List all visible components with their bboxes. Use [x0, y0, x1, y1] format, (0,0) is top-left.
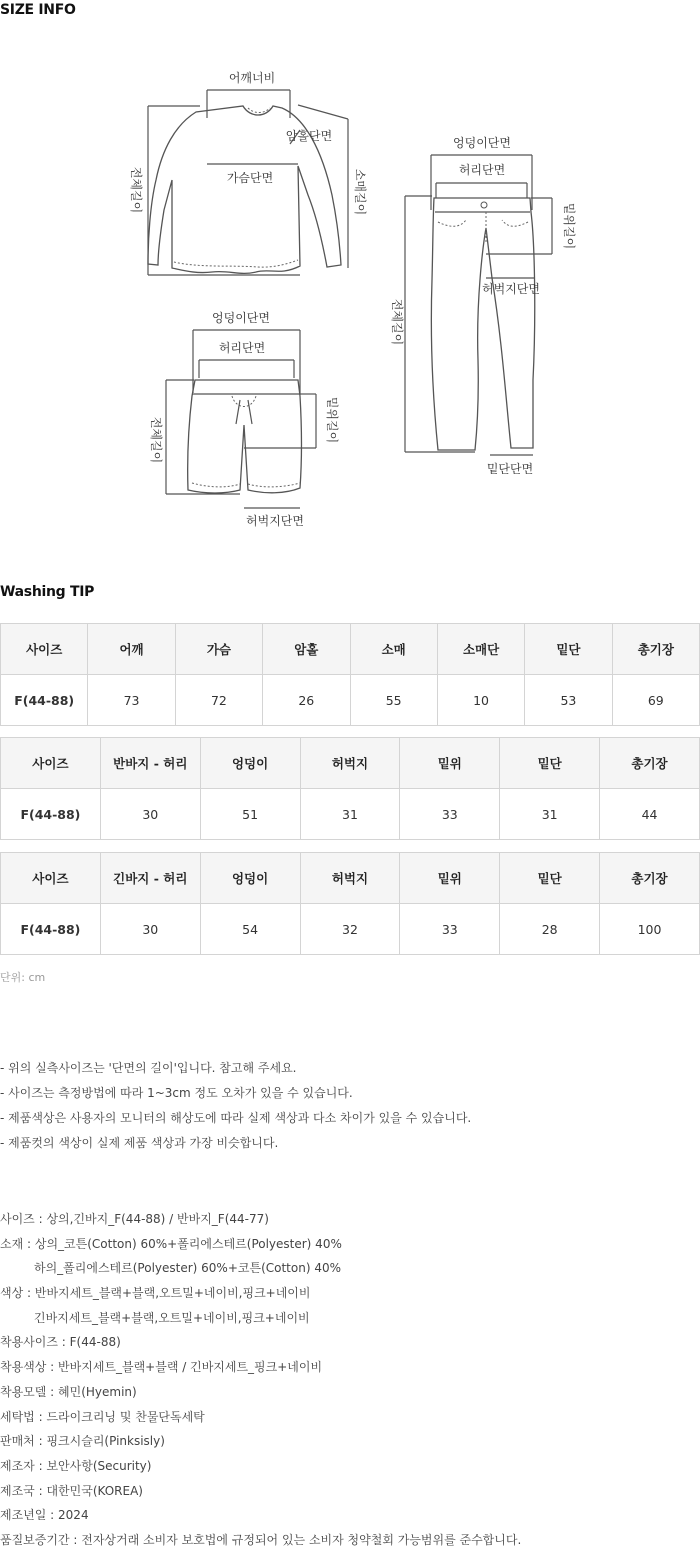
- table-header-row: [1, 853, 700, 904]
- long-thigh-label: 허벅지단면: [482, 282, 540, 296]
- table-cell: 73: [88, 675, 175, 726]
- table-cell: F(44-88): [1, 904, 101, 955]
- table-header-cell: 소매: [350, 624, 437, 675]
- long-hip-label: 엉덩이단면: [453, 136, 511, 150]
- table-header-cell: 엉덩이: [200, 738, 300, 789]
- info-seller: 판매처 : 핑크시슬리(Pinksisly): [0, 1434, 165, 1449]
- table-cell: 31: [300, 789, 400, 840]
- table-header-cell: 사이즈: [1, 853, 101, 904]
- long-rise-label: 밑위길이: [562, 202, 576, 250]
- table-header-cell: 사이즈: [1, 738, 101, 789]
- table-header-cell: 총기장: [612, 624, 699, 675]
- table-header-cell: 총기장: [600, 853, 700, 904]
- washing-tip-title: Washing TIP: [0, 584, 95, 600]
- info-model: 착용모델 : 혜민(Hyemin): [0, 1384, 137, 1399]
- table-header-cell: 총기장: [600, 738, 700, 789]
- table-header-cell: 엉덩이: [200, 853, 300, 904]
- top-shoulder-label: 어깨너비: [228, 71, 276, 85]
- shorts-size-table: [0, 737, 700, 840]
- table-header-cell: 허벅지: [300, 738, 400, 789]
- table-cell: 30: [100, 904, 200, 955]
- size-diagram: [0, 40, 700, 560]
- table-cell: 28: [500, 904, 600, 955]
- table-cell: F(44-88): [1, 789, 101, 840]
- table-header-cell: 긴바지 - 허리: [100, 853, 200, 904]
- shorts-hip-label: 엉덩이단면: [212, 311, 270, 325]
- table-header-row: [1, 624, 700, 675]
- info-size: 사이즈 : 상의,긴바지_F(44-88) / 반바지_F(44-77): [0, 1212, 269, 1226]
- table-header-cell: 밑단: [500, 853, 600, 904]
- table-header-cell: 밑단: [500, 738, 600, 789]
- table-row: [1, 789, 700, 840]
- table-cell: F(44-88): [1, 675, 88, 726]
- top-chest-label: 가슴단면: [226, 171, 274, 185]
- top-armhole-label: 암홀단면: [285, 129, 333, 143]
- table-cell: 44: [600, 789, 700, 840]
- info-material: 소재 : 상의_코튼(Cotton) 60%+폴리에스테르(Polyester) 40%: [0, 1236, 342, 1251]
- table-cell: 31: [500, 789, 600, 840]
- table-row: [1, 675, 700, 726]
- note-item: - 제품색상은 사용자의 모니터의 해상도에 따라 실제 색상과 다소 차이가 있을 수 있습니다.: [0, 1111, 472, 1125]
- table-cell: 69: [612, 675, 699, 726]
- note-item: - 위의 실측사이즈는 '단면의 길이'입니다. 참고해 주세요.: [0, 1061, 297, 1075]
- table-cell: 26: [263, 675, 350, 726]
- info-manufacturer: 제조자 : 보안사항(Security): [0, 1458, 152, 1473]
- table-row: [1, 904, 700, 955]
- info-warranty: 품질보증기간 : 전자상거래 소비자 보호법에 규정되어 있는 소비자 청약철회 가능범위를 준수합니다.: [0, 1532, 522, 1547]
- table-header-cell: 소매단: [437, 624, 524, 675]
- info-color: 색상 : 반바지세트_블랙+블랙,오트밀+네이비,핑크+네이비: [0, 1286, 311, 1301]
- info-worn-color: 착용색상 : 반바지세트_블랙+블랙 / 긴바지세트_핑크+네이비: [0, 1360, 323, 1375]
- info-material-bottom: 하의_폴리에스테르(Polyester) 60%+코튼(Cotton) 40%: [34, 1261, 341, 1276]
- shorts-length-label: 전체길이: [149, 416, 163, 464]
- top-size-table: [0, 623, 700, 726]
- table-header-cell: 밑단: [525, 624, 612, 675]
- long-length-label: 전체길이: [390, 298, 404, 346]
- info-country: 제조국 : 대한민국(KOREA): [0, 1483, 143, 1498]
- table-cell: 100: [600, 904, 700, 955]
- shorts-rise-label: 밑위길이: [325, 396, 339, 444]
- shorts-thigh-label: 허벅지단면: [246, 514, 304, 528]
- info-worn-size: 착용사이즈 : F(44-88): [0, 1335, 121, 1350]
- note-item: - 사이즈는 측정방법에 따라 1~3cm 정도 오차가 있을 수 있습니다.: [0, 1086, 353, 1100]
- top-sleeve-label: 소매길이: [353, 168, 367, 216]
- product-info: [0, 1209, 521, 1555]
- table-header-cell: 사이즈: [1, 624, 88, 675]
- table-cell: 54: [200, 904, 300, 955]
- table-cell: 53: [525, 675, 612, 726]
- shorts-illustration: [188, 380, 302, 493]
- long-pants-size-table: [0, 852, 700, 955]
- long-hem-label: 밑단단면: [486, 462, 534, 476]
- table-header-cell: 암홀: [263, 624, 350, 675]
- table-cell: 51: [200, 789, 300, 840]
- table-header-cell: 허벅지: [300, 853, 400, 904]
- table-cell: 10: [437, 675, 524, 726]
- shorts-waist-label: 허리단면: [218, 341, 266, 355]
- size-info-title: SIZE INFO: [0, 2, 76, 18]
- table-cell: 33: [400, 904, 500, 955]
- table-header-cell: 반바지 - 허리: [100, 738, 200, 789]
- table-header-cell: 가슴: [175, 624, 262, 675]
- long-waist-label: 허리단면: [458, 163, 506, 177]
- unit-note: 단위: cm: [0, 971, 46, 984]
- table-header-row: [1, 738, 700, 789]
- table-cell: 55: [350, 675, 437, 726]
- info-washing: 세탁법 : 드라이크리닝 및 찬물단독세탁: [0, 1409, 205, 1424]
- top-length-label: 전체길이: [129, 166, 143, 214]
- table-cell: 30: [100, 789, 200, 840]
- table-header-cell: 밑위: [400, 738, 500, 789]
- info-color-long: 긴바지세트_블랙+블랙,오트밀+네이비,핑크+네이비: [34, 1310, 310, 1325]
- note-item: - 제품컷의 색상이 실제 제품 색상과 가장 비슷합니다.: [0, 1136, 279, 1150]
- table-cell: 33: [400, 789, 500, 840]
- table-header-cell: 밑위: [400, 853, 500, 904]
- long-pants-illustration: [431, 198, 534, 450]
- table-cell: 72: [175, 675, 262, 726]
- table-header-cell: 어깨: [88, 624, 175, 675]
- table-cell: 32: [300, 904, 400, 955]
- info-year: 제조년일 : 2024: [0, 1508, 89, 1523]
- notes-list: [0, 1058, 471, 1158]
